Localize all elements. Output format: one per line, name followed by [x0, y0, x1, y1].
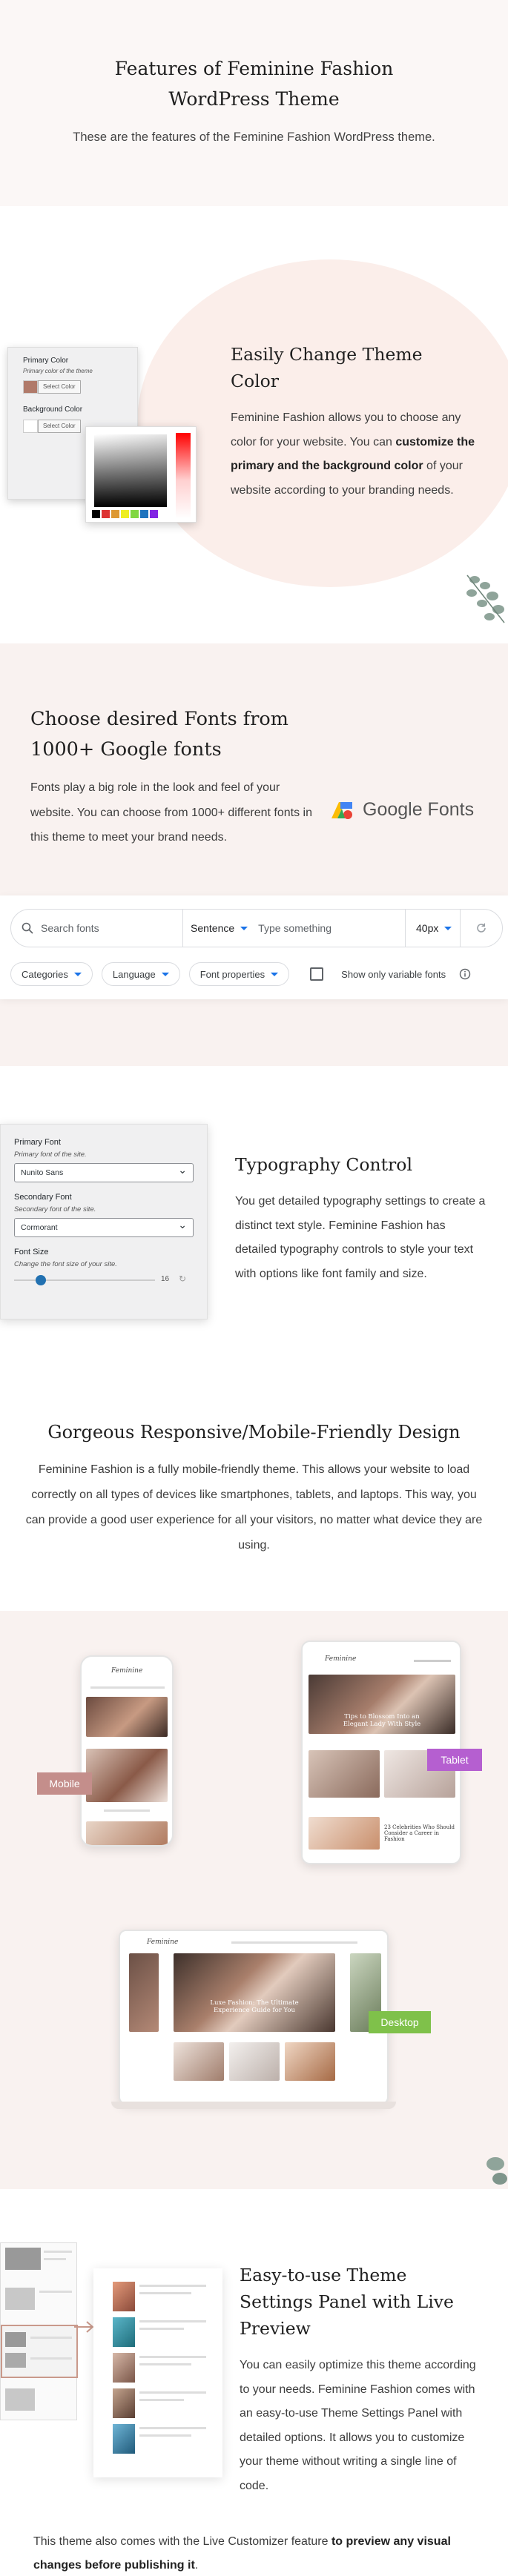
desktop-post-image-2: [229, 2042, 280, 2081]
sentence-caret-icon: [240, 927, 248, 930]
background-color-swatch[interactable]: [23, 420, 38, 433]
google-fonts-wordmark: Google Fonts: [363, 799, 475, 820]
primary-select-color-button[interactable]: Select Color: [38, 380, 81, 394]
typography-heading: Typography Control: [235, 1154, 412, 1175]
font-size-value: 16: [161, 1275, 170, 1283]
font-size-label: Font Size: [14, 1248, 49, 1256]
typography-paragraph: You get detailed typography settings to create a distinct text style. Feminine Fashion has detailed typography controls to style your text with options like font family and size.: [235, 1195, 486, 1280]
categories-label: Categories: [22, 968, 68, 980]
mobile-nav: [90, 1686, 165, 1689]
theme-color-paragraph: Feminine Fashion allows you to choose any color for your website. You can customize the primary and the background color of your website according to your branding needs.: [231, 411, 475, 497]
tablet-label-badge: Tablet: [427, 1749, 482, 1771]
settings-text: [240, 2262, 484, 2498]
live-customizer-paragraph: This theme also comes with the Live Customizer feature to preview any visual changes before publishing it.: [33, 2535, 451, 2572]
search-fonts-cell[interactable]: [11, 910, 183, 947]
mobile-hero-image: [86, 1697, 168, 1737]
google-fonts-mark-icon: [330, 801, 354, 820]
arrow-right-icon: [74, 2320, 95, 2334]
desktop-side-image-left: [129, 1953, 159, 2032]
font-search-bar: [0, 895, 508, 999]
desktop-label-badge: Desktop: [369, 2011, 431, 2033]
search-fonts-input[interactable]: Search fonts: [41, 922, 99, 934]
secondary-font-label: Secondary Font: [14, 1193, 72, 1202]
primary-font-select[interactable]: Nunito Sans ⌄: [14, 1163, 194, 1182]
palette-swatch[interactable]: [102, 510, 110, 518]
desktop-nav: [231, 1941, 357, 1944]
font-properties-label: Font properties: [199, 968, 265, 980]
font-size-slider-thumb[interactable]: [36, 1275, 46, 1285]
desktop-hero-image: [174, 1953, 335, 2032]
fonts-heading: Choose desired Fonts from 1000+ Google fonts: [30, 708, 288, 761]
mobile-site-logo: Feminine: [111, 1667, 143, 1675]
chevron-down-icon: [162, 973, 169, 976]
theme-color-text: [231, 341, 475, 503]
primary-color-swatch[interactable]: [23, 380, 38, 394]
desktop-site-logo: Feminine: [147, 1938, 179, 1946]
color-picker[interactable]: [85, 426, 197, 523]
chevron-down-icon: [271, 973, 278, 976]
fonts-paragraph: Fonts play a big role in the look and feel of your website. You can choose from 1000+ different fonts in this theme to meet your brand needs.: [30, 781, 312, 844]
decorative-leaf-icon: [481, 2152, 508, 2189]
palette-swatch[interactable]: [150, 510, 158, 518]
typography-settings-panel: [0, 1124, 208, 1320]
color-picker-palette: [92, 510, 158, 518]
theme-settings-section: [0, 2189, 508, 2576]
preview-text-input[interactable]: Type something: [258, 922, 332, 934]
eucalyptus-leaves-icon: [460, 569, 508, 629]
reset-preview-button[interactable]: [461, 910, 502, 947]
color-picker-gradient[interactable]: [94, 434, 167, 507]
desktop-post-image-1: [174, 2042, 224, 2081]
desktop-mockup: [119, 1930, 389, 2105]
color-picker-hue-slider[interactable]: [176, 433, 191, 519]
preview-text-cell: [183, 910, 406, 947]
variable-fonts-checkbox[interactable]: [310, 967, 323, 981]
font-properties-filter-chip[interactable]: [189, 962, 289, 986]
settings-paragraph: You can easily optimize this theme according to your needs. Feminine Fashion comes with an easy-to-use Theme Settings Panel with detailed options. It allows you to customize your theme without writing a single line of code.: [240, 2359, 476, 2492]
responsive-paragraph: Feminine Fashion is a fully mobile-friendly theme. This allows your website to load correctly on all types of devices like smartphones, tablets, and laptops. This way, you can provide a good user experience for all your visitors, no matter what device they are using.: [25, 1463, 483, 1552]
background-color-label: Background Color: [23, 405, 83, 414]
responsive-section: [0, 1370, 508, 1611]
intro-title-line1: Features of Feminine Fashion: [114, 58, 394, 79]
palette-swatch[interactable]: [111, 510, 119, 518]
tablet-site-logo: Feminine: [325, 1655, 357, 1663]
settings-heading: Easy-to-use Theme Settings Panel with Live Preview: [240, 2265, 454, 2339]
customizer-image-2: [5, 2288, 35, 2310]
intro-title: [0, 53, 508, 114]
intro-title-line2: WordPress Theme: [168, 88, 340, 110]
primary-color-label: Primary Color: [23, 357, 69, 365]
secondary-font-desc: Secondary font of the site.: [14, 1205, 96, 1213]
customizer-image: [5, 2248, 41, 2270]
mobile-post-title: [104, 1810, 150, 1812]
mobile-label-badge: Mobile: [37, 1772, 92, 1795]
language-label: Language: [112, 968, 156, 980]
primary-font-desc: Primary font of the site.: [14, 1150, 87, 1159]
refresh-icon: [475, 922, 487, 934]
mobile-mockup: [80, 1655, 174, 1847]
tablet-hero-caption: Tips to Blossom Into an Elegant Lady With Style: [343, 1713, 421, 1728]
tablet-nav: [414, 1660, 451, 1662]
palette-swatch[interactable]: [131, 510, 139, 518]
fonts-text: [30, 704, 312, 850]
background-select-color-button[interactable]: Select Color: [38, 420, 81, 433]
intro-subtitle: These are the features of the Feminine Fashion WordPress theme.: [73, 130, 435, 144]
chevron-down-icon: [74, 973, 82, 976]
devices-showcase: [0, 1611, 508, 2189]
tablet-post-image-1: [309, 1750, 380, 1798]
palette-swatch[interactable]: [92, 510, 100, 518]
typography-section: [0, 1066, 508, 1370]
secondary-font-select[interactable]: Cormorant ⌄: [14, 1218, 194, 1237]
font-size-desc: Change the font size of your site.: [14, 1260, 117, 1268]
palette-swatch[interactable]: [121, 510, 129, 518]
primary-font-label: Primary Font: [14, 1138, 61, 1147]
google-fonts-section: [0, 643, 508, 1066]
language-filter-chip[interactable]: [102, 962, 180, 986]
font-size-dropdown[interactable]: [406, 910, 461, 947]
desktop-post-image-3: [285, 2042, 335, 2081]
theme-color-section: [0, 206, 508, 643]
font-size-value: 40px: [416, 922, 439, 934]
font-filter-row: [10, 962, 471, 986]
info-icon[interactable]: [459, 968, 471, 980]
desktop-stand: [111, 2102, 396, 2109]
reset-icon[interactable]: ↻: [179, 1274, 187, 1284]
primary-color-desc: Primary color of the theme: [23, 368, 93, 374]
tablet-post-image-3: [309, 1817, 380, 1850]
theme-settings-panel-preview: [93, 2268, 222, 2477]
intro-section: [0, 0, 508, 206]
typography-text: [235, 1151, 487, 1286]
mobile-post-image-2: [86, 1821, 168, 1847]
customizer-preview-thumb: [0, 2242, 77, 2420]
variable-fonts-label: Show only variable fonts: [341, 968, 446, 980]
categories-filter-chip[interactable]: [10, 962, 93, 986]
font-size-slider[interactable]: [14, 1273, 194, 1288]
theme-color-heading: Easily Change Theme Color: [231, 344, 423, 391]
palette-swatch[interactable]: [140, 510, 148, 518]
search-icon: [22, 922, 33, 934]
font-size-caret-icon: [444, 927, 452, 930]
desktop-hero-caption: Luxe Fashion: The Ultimate Experience Guide for You: [210, 1999, 299, 2014]
font-search-row: [10, 909, 503, 947]
mobile-post-image: [86, 1749, 168, 1802]
tablet-post-title: 23 Celebrities Who Should Consider a Career in Fashion: [384, 1824, 455, 1842]
google-fonts-logo: [330, 799, 474, 821]
sentence-dropdown[interactable]: Sentence: [191, 922, 235, 934]
responsive-heading: Gorgeous Responsive/Mobile-Friendly Design: [47, 1422, 461, 1443]
